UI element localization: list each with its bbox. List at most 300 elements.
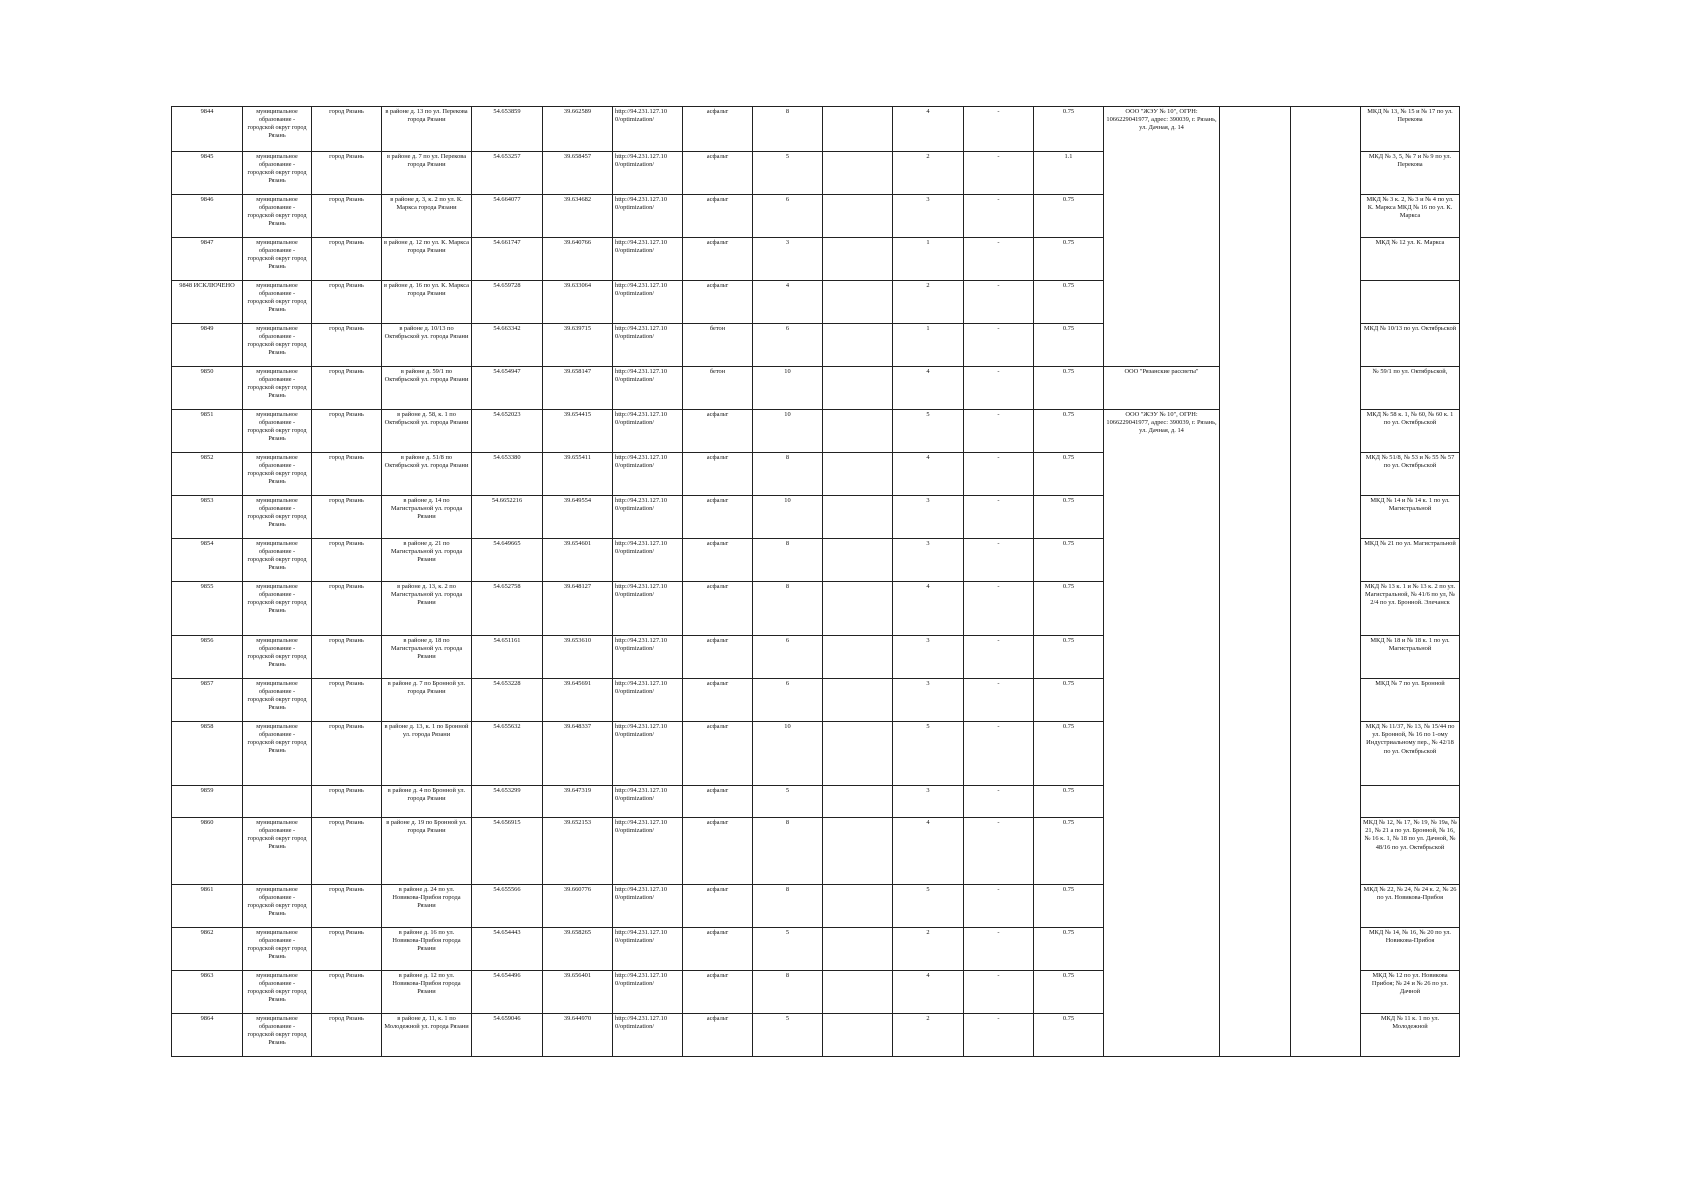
longitude: 39.649554	[543, 496, 613, 539]
count-2	[823, 410, 893, 453]
municipality: муниципальное образование - городской округ город Рязань	[243, 885, 312, 928]
location-address: в районе д. 58, к. 1 по Октябрьской ул. города Рязани	[382, 410, 472, 453]
count-2	[823, 786, 893, 818]
management-organization: ООО "ЖЭУ № 10", ОГРН: 1066229041977, адрес: 390039, г. Рязань, ул. Дачная, д. 14	[1104, 107, 1220, 367]
surface-type: асфальт	[683, 636, 753, 679]
longitude: 39.633064	[543, 281, 613, 324]
surface-type: асфальт	[683, 238, 753, 281]
count-4: -	[964, 679, 1034, 722]
apartment-buildings: МКД № 13 к. 1 и № 13 к. 2 по ул. Магистральной, № 41/6 по ул, № 2/4 по ул. Бронной. Элечанск	[1361, 582, 1460, 636]
longitude: 39.648337	[543, 722, 613, 786]
count-3: 1	[893, 324, 964, 367]
apartment-buildings: МКД № 14, № 16, № 20 по ул. Новикова-Прибоя	[1361, 928, 1460, 971]
volume: 0.75	[1034, 885, 1104, 928]
location-address: в районе д. 14 по Магистральной ул. города Рязани	[382, 496, 472, 539]
longitude: 39.647319	[543, 786, 613, 818]
city: город Рязань	[312, 679, 382, 722]
row-number: 9844	[172, 107, 243, 152]
municipality: муниципальное образование - городской округ город Рязань	[243, 453, 312, 496]
count-3: 2	[893, 281, 964, 324]
longitude: 39.644970	[543, 1014, 613, 1057]
count-2	[823, 582, 893, 636]
surface-type: асфальт	[683, 453, 753, 496]
municipality: муниципальное образование - городской округ город Рязань	[243, 818, 312, 885]
city: город Рязань	[312, 367, 382, 410]
count-4: -	[964, 324, 1034, 367]
count-1: 8	[753, 971, 823, 1014]
surface-type: асфальт	[683, 195, 753, 238]
count-3: 4	[893, 367, 964, 410]
city: город Рязань	[312, 786, 382, 818]
empty-column	[1220, 107, 1291, 1057]
city: город Рязань	[312, 152, 382, 195]
location-address: в районе д. 12 по ул. К. Маркса города Рязани	[382, 238, 472, 281]
municipality: муниципальное образование - городской округ город Рязань	[243, 410, 312, 453]
row-number: 9862	[172, 928, 243, 971]
count-4: -	[964, 885, 1034, 928]
count-4: -	[964, 971, 1034, 1014]
volume: 0.75	[1034, 636, 1104, 679]
count-4: -	[964, 636, 1034, 679]
location-address: в районе д. 59/1 по Октябрьской ул. города Рязани	[382, 367, 472, 410]
municipality: муниципальное образование - городской округ город Рязань	[243, 238, 312, 281]
latitude: 54.654496	[472, 971, 543, 1014]
count-2	[823, 453, 893, 496]
volume: 0.75	[1034, 367, 1104, 410]
longitude: 39.654601	[543, 539, 613, 582]
row-number: 9863	[172, 971, 243, 1014]
surface-type: асфальт	[683, 582, 753, 636]
count-2	[823, 195, 893, 238]
link-url: http://94.231.127.10 0/optimization/	[613, 582, 683, 636]
latitude: 54.659728	[472, 281, 543, 324]
volume: 0.75	[1034, 1014, 1104, 1057]
location-address: в районе д. 13 по ул. Перекова города Рязани	[382, 107, 472, 152]
municipality: муниципальное образование - городской округ город Рязань	[243, 107, 312, 152]
count-1: 5	[753, 786, 823, 818]
city: город Рязань	[312, 885, 382, 928]
link-url: http://94.231.127.10 0/optimization/	[613, 410, 683, 453]
row-number: 9849	[172, 324, 243, 367]
count-4: -	[964, 152, 1034, 195]
row-number: 9864	[172, 1014, 243, 1057]
municipality: муниципальное образование - городской округ город Рязань	[243, 1014, 312, 1057]
location-address: в районе д. 7 по Бронной ул. города Рязани	[382, 679, 472, 722]
link-url: http://94.231.127.10 0/optimization/	[613, 281, 683, 324]
city: город Рязань	[312, 238, 382, 281]
location-address: в районе д. 21 по Магистральной ул. города Рязани	[382, 539, 472, 582]
count-1: 6	[753, 679, 823, 722]
longitude: 39.658457	[543, 152, 613, 195]
municipality: муниципальное образование - городской округ город Рязань	[243, 367, 312, 410]
apartment-buildings: МКД № 58 к. 1, № 60, № 60 к. 1 по ул. Октябрьской	[1361, 410, 1460, 453]
surface-type: асфальт	[683, 496, 753, 539]
city: город Рязань	[312, 324, 382, 367]
apartment-buildings: МКД № 21 по ул. Магистральной	[1361, 539, 1460, 582]
longitude: 39.662589	[543, 107, 613, 152]
count-2	[823, 281, 893, 324]
volume: 0.75	[1034, 722, 1104, 786]
apartment-buildings: МКД № 51/8, № 53 и № 55 № 57 по ул. Октябрьской	[1361, 453, 1460, 496]
count-2	[823, 971, 893, 1014]
count-2	[823, 818, 893, 885]
city: город Рязань	[312, 281, 382, 324]
volume: 0.75	[1034, 928, 1104, 971]
count-4: -	[964, 453, 1034, 496]
count-3: 4	[893, 818, 964, 885]
volume: 0.75	[1034, 107, 1104, 152]
count-3: 1	[893, 238, 964, 281]
count-3: 2	[893, 928, 964, 971]
count-3: 5	[893, 410, 964, 453]
row-number: 9846	[172, 195, 243, 238]
apartment-buildings: МКД № 3, 5, № 7 и № 9 по ул. Перекова	[1361, 152, 1460, 195]
latitude: 54.651161	[472, 636, 543, 679]
count-2	[823, 107, 893, 152]
latitude: 54.654443	[472, 928, 543, 971]
count-3: 2	[893, 1014, 964, 1057]
count-1: 10	[753, 496, 823, 539]
location-address: в районе д. 24 по ул. Новикова-Прибоя города Рязани	[382, 885, 472, 928]
municipality: муниципальное образование - городской округ город Рязань	[243, 496, 312, 539]
longitude: 39.634682	[543, 195, 613, 238]
count-4: -	[964, 238, 1034, 281]
count-1: 8	[753, 107, 823, 152]
latitude: 54.661747	[472, 238, 543, 281]
count-2	[823, 928, 893, 971]
link-url: http://94.231.127.10 0/optimization/	[613, 195, 683, 238]
municipality: муниципальное образование - городской округ город Рязань	[243, 281, 312, 324]
count-2	[823, 238, 893, 281]
municipality	[243, 786, 312, 818]
row-number: 9859	[172, 786, 243, 818]
apartment-buildings: МКД № 10/13 по ул. Октябрьской	[1361, 324, 1460, 367]
longitude: 39.658147	[543, 367, 613, 410]
longitude: 39.658265	[543, 928, 613, 971]
surface-type: асфальт	[683, 107, 753, 152]
apartment-buildings: МКД № 12 ул. К. Маркса	[1361, 238, 1460, 281]
count-4: -	[964, 928, 1034, 971]
surface-type: асфальт	[683, 281, 753, 324]
link-url: http://94.231.127.10 0/optimization/	[613, 679, 683, 722]
count-1: 10	[753, 410, 823, 453]
link-url: http://94.231.127.10 0/optimization/	[613, 928, 683, 971]
row-number: 9855	[172, 582, 243, 636]
surface-type: асфальт	[683, 786, 753, 818]
latitude: 54.655632	[472, 722, 543, 786]
surface-type: асфальт	[683, 971, 753, 1014]
location-address: в районе д. 11, к. 1 по Молодежной ул. города Рязани	[382, 1014, 472, 1057]
latitude: 54.653859	[472, 107, 543, 152]
count-3: 5	[893, 885, 964, 928]
count-2	[823, 367, 893, 410]
longitude: 39.654415	[543, 410, 613, 453]
latitude: 54.654947	[472, 367, 543, 410]
apartment-buildings: МКД № 22, № 24, № 24 к. 2, № 26 по ул. Новикова-Прибоя	[1361, 885, 1460, 928]
surface-type: асфальт	[683, 928, 753, 971]
latitude: 54.653299	[472, 786, 543, 818]
city: город Рязань	[312, 971, 382, 1014]
count-1: 6	[753, 195, 823, 238]
count-4: -	[964, 818, 1034, 885]
apartment-buildings: МКД № 14 и № 14 к. 1 по ул. Магистральной	[1361, 496, 1460, 539]
link-url: http://94.231.127.10 0/optimization/	[613, 885, 683, 928]
municipality: муниципальное образование - городской округ город Рязань	[243, 195, 312, 238]
count-1: 3	[753, 238, 823, 281]
latitude: 54.6652216	[472, 496, 543, 539]
volume: 0.75	[1034, 453, 1104, 496]
link-url: http://94.231.127.10 0/optimization/	[613, 152, 683, 195]
count-4: -	[964, 367, 1034, 410]
location-address: в районе д. 16 по ул. Новикова-Прибоя города Рязани	[382, 928, 472, 971]
volume: 0.75	[1034, 971, 1104, 1014]
city: город Рязань	[312, 1014, 382, 1057]
volume: 0.75	[1034, 238, 1104, 281]
count-1: 8	[753, 582, 823, 636]
latitude: 54.653257	[472, 152, 543, 195]
apartment-buildings: МКД № 12, № 17, № 19, № 19а, № 21, № 21 а по ул. Бронной, № 16, № 16 к. 1, № 18 по ул. Дачной, № 48/16 по ул. Октябрьской	[1361, 818, 1460, 885]
longitude: 39.653610	[543, 636, 613, 679]
count-4: -	[964, 281, 1034, 324]
count-3: 3	[893, 195, 964, 238]
city: город Рязань	[312, 818, 382, 885]
longitude: 39.645691	[543, 679, 613, 722]
latitude: 54.656915	[472, 818, 543, 885]
municipality: муниципальное образование - городской округ город Рязань	[243, 636, 312, 679]
surface-type: асфальт	[683, 722, 753, 786]
latitude: 54.663342	[472, 324, 543, 367]
city: город Рязань	[312, 195, 382, 238]
surface-type: бетон	[683, 367, 753, 410]
municipality: муниципальное образование - городской округ город Рязань	[243, 152, 312, 195]
link-url: http://94.231.127.10 0/optimization/	[613, 453, 683, 496]
count-3: 4	[893, 453, 964, 496]
latitude: 54.653228	[472, 679, 543, 722]
location-address: в районе д. 13, к. 2 по Магистральной ул. города Рязани	[382, 582, 472, 636]
row-number: 9856	[172, 636, 243, 679]
apartment-buildings	[1361, 786, 1460, 818]
municipality: муниципальное образование - городской округ город Рязань	[243, 582, 312, 636]
apartment-buildings: МКД № 11/37, № 13, № 15/44 по ул. Бронной, № 16 по 1-ому Индустриальному пер., № 42/18 по ул. Октябрьской	[1361, 722, 1460, 786]
count-4: -	[964, 539, 1034, 582]
surface-type: асфальт	[683, 679, 753, 722]
count-4: -	[964, 496, 1034, 539]
volume: 0.75	[1034, 679, 1104, 722]
count-2	[823, 636, 893, 679]
latitude: 54.664077	[472, 195, 543, 238]
location-address: в районе д. 12 по ул. Новикова-Прибоя города Рязани	[382, 971, 472, 1014]
municipality: муниципальное образование - городской округ город Рязань	[243, 971, 312, 1014]
link-url: http://94.231.127.10 0/optimization/	[613, 107, 683, 152]
count-4: -	[964, 410, 1034, 453]
apartment-buildings	[1361, 281, 1460, 324]
volume: 0.75	[1034, 539, 1104, 582]
apartment-buildings: МКД № 3 к. 2, № 3 и № 4 по ул. К. Маркса МКД № 16 по ул. К. Маркса	[1361, 195, 1460, 238]
count-3: 3	[893, 636, 964, 679]
count-2	[823, 1014, 893, 1057]
row-number: 9851	[172, 410, 243, 453]
municipality: муниципальное образование - городской округ город Рязань	[243, 722, 312, 786]
surface-type: асфальт	[683, 152, 753, 195]
management-organization: ООО "ЖЭУ № 10", ОГРН: 1066229041977, адрес: 390039, г. Рязань, ул. Дачная, д. 14	[1104, 410, 1220, 1057]
longitude: 39.656401	[543, 971, 613, 1014]
count-1: 5	[753, 1014, 823, 1057]
count-1: 8	[753, 885, 823, 928]
count-1: 8	[753, 818, 823, 885]
link-url: http://94.231.127.10 0/optimization/	[613, 324, 683, 367]
link-url: http://94.231.127.10 0/optimization/	[613, 1014, 683, 1057]
location-address: в районе д. 3, к. 2 по ул. К. Маркса города Рязани	[382, 195, 472, 238]
surface-type: асфальт	[683, 539, 753, 582]
apartment-buildings: МКД № 13, № 15 и № 17 по ул. Перекова	[1361, 107, 1460, 152]
municipality: муниципальное образование - городской округ город Рязань	[243, 539, 312, 582]
longitude: 39.655411	[543, 453, 613, 496]
surface-type: асфальт	[683, 885, 753, 928]
municipality: муниципальное образование - городской округ город Рязань	[243, 679, 312, 722]
row-number: 9854	[172, 539, 243, 582]
apartment-buildings: МКД № 7 по ул. Бронной	[1361, 679, 1460, 722]
count-3: 4	[893, 107, 964, 152]
apartment-buildings: МКД № 12 по ул. Новикова Прибоя; № 24 и № 26 по ул. Дачной	[1361, 971, 1460, 1014]
city: город Рязань	[312, 410, 382, 453]
row-number: 9858	[172, 722, 243, 786]
empty-column	[1291, 107, 1361, 1057]
count-2	[823, 152, 893, 195]
latitude: 54.652023	[472, 410, 543, 453]
count-3: 3	[893, 786, 964, 818]
count-1: 10	[753, 722, 823, 786]
city: город Рязань	[312, 453, 382, 496]
city: город Рязань	[312, 539, 382, 582]
volume: 0.75	[1034, 281, 1104, 324]
registry-table	[171, 106, 1460, 1057]
apartment-buildings: МКД № 18 и № 18 к. 1 по ул. Магистральной	[1361, 636, 1460, 679]
count-2	[823, 496, 893, 539]
longitude: 39.660776	[543, 885, 613, 928]
municipality: муниципальное образование - городской округ город Рязань	[243, 324, 312, 367]
location-address: в районе д. 10/13 по Октябрьской ул. города Рязани	[382, 324, 472, 367]
count-3: 3	[893, 679, 964, 722]
longitude: 39.639715	[543, 324, 613, 367]
link-url: http://94.231.127.10 0/optimization/	[613, 636, 683, 679]
apartment-buildings: МКД № 11 к. 1 по ул. Молодежной	[1361, 1014, 1460, 1057]
surface-type: асфальт	[683, 818, 753, 885]
count-1: 10	[753, 367, 823, 410]
volume: 0.75	[1034, 324, 1104, 367]
location-address: в районе д. 7 по ул. Перекова города Рязани	[382, 152, 472, 195]
count-1: 4	[753, 281, 823, 324]
link-url: http://94.231.127.10 0/optimization/	[613, 496, 683, 539]
city: город Рязань	[312, 582, 382, 636]
city: город Рязань	[312, 722, 382, 786]
link-url: http://94.231.127.10 0/optimization/	[613, 367, 683, 410]
longitude: 39.648127	[543, 582, 613, 636]
management-organization: ООО "Рязанские рассветы"	[1104, 367, 1220, 410]
count-1: 6	[753, 636, 823, 679]
location-address: в районе д. 13, к. 1 по Бронной ул. города Рязани	[382, 722, 472, 786]
link-url: http://94.231.127.10 0/optimization/	[613, 818, 683, 885]
count-2	[823, 324, 893, 367]
count-4: -	[964, 1014, 1034, 1057]
count-2	[823, 679, 893, 722]
latitude: 54.655566	[472, 885, 543, 928]
count-3: 4	[893, 582, 964, 636]
volume: 0.75	[1034, 786, 1104, 818]
row-number: 9861	[172, 885, 243, 928]
volume: 0.75	[1034, 410, 1104, 453]
count-3: 5	[893, 722, 964, 786]
count-1: 8	[753, 539, 823, 582]
surface-type: бетон	[683, 324, 753, 367]
volume: 0.75	[1034, 195, 1104, 238]
location-address: в районе д. 4 по Бронной ул. города Рязани	[382, 786, 472, 818]
count-4: -	[964, 582, 1034, 636]
row-number: 9860	[172, 818, 243, 885]
link-url: http://94.231.127.10 0/optimization/	[613, 539, 683, 582]
count-4: -	[964, 107, 1034, 152]
count-1: 5	[753, 928, 823, 971]
count-3: 4	[893, 971, 964, 1014]
row-number: 9853	[172, 496, 243, 539]
volume: 0.75	[1034, 582, 1104, 636]
latitude: 54.652758	[472, 582, 543, 636]
count-2	[823, 722, 893, 786]
table-row	[172, 107, 1460, 152]
table-body	[172, 107, 1460, 1057]
link-url: http://94.231.127.10 0/optimization/	[613, 722, 683, 786]
link-url: http://94.231.127.10 0/optimization/	[613, 971, 683, 1014]
link-url: http://94.231.127.10 0/optimization/	[613, 238, 683, 281]
row-number: 9857	[172, 679, 243, 722]
longitude: 39.640766	[543, 238, 613, 281]
volume: 0.75	[1034, 818, 1104, 885]
city: город Рязань	[312, 496, 382, 539]
count-1: 8	[753, 453, 823, 496]
location-address: в районе д. 16 по ул. К. Маркса города Рязани	[382, 281, 472, 324]
city: город Рязань	[312, 636, 382, 679]
count-4: -	[964, 722, 1034, 786]
latitude: 54.649665	[472, 539, 543, 582]
row-number: 9852	[172, 453, 243, 496]
longitude: 39.652153	[543, 818, 613, 885]
row-number: 9848 ИСКЛЮЧЕНО	[172, 281, 243, 324]
location-address: в районе д. 18 по Магистральной ул. города Рязани	[382, 636, 472, 679]
link-url: http://94.231.127.10 0/optimization/	[613, 786, 683, 818]
volume: 1.1	[1034, 152, 1104, 195]
surface-type: асфальт	[683, 1014, 753, 1057]
count-1: 6	[753, 324, 823, 367]
row-number: 9845	[172, 152, 243, 195]
row-number: 9850	[172, 367, 243, 410]
location-address: в районе д. 19 по Бронной ул. города Рязани	[382, 818, 472, 885]
surface-type: асфальт	[683, 410, 753, 453]
row-number: 9847	[172, 238, 243, 281]
count-4: -	[964, 195, 1034, 238]
count-3: 3	[893, 496, 964, 539]
count-2	[823, 885, 893, 928]
count-1: 5	[753, 152, 823, 195]
municipality: муниципальное образование - городской округ город Рязань	[243, 928, 312, 971]
city: город Рязань	[312, 928, 382, 971]
count-3: 3	[893, 539, 964, 582]
city: город Рязань	[312, 107, 382, 152]
location-address: в районе д. 51/8 по Октябрьской ул. города Рязани	[382, 453, 472, 496]
apartment-buildings: № 59/1 по ул. Октябрьской,	[1361, 367, 1460, 410]
latitude: 54.659046	[472, 1014, 543, 1057]
count-3: 2	[893, 152, 964, 195]
volume: 0.75	[1034, 496, 1104, 539]
latitude: 54.653380	[472, 453, 543, 496]
